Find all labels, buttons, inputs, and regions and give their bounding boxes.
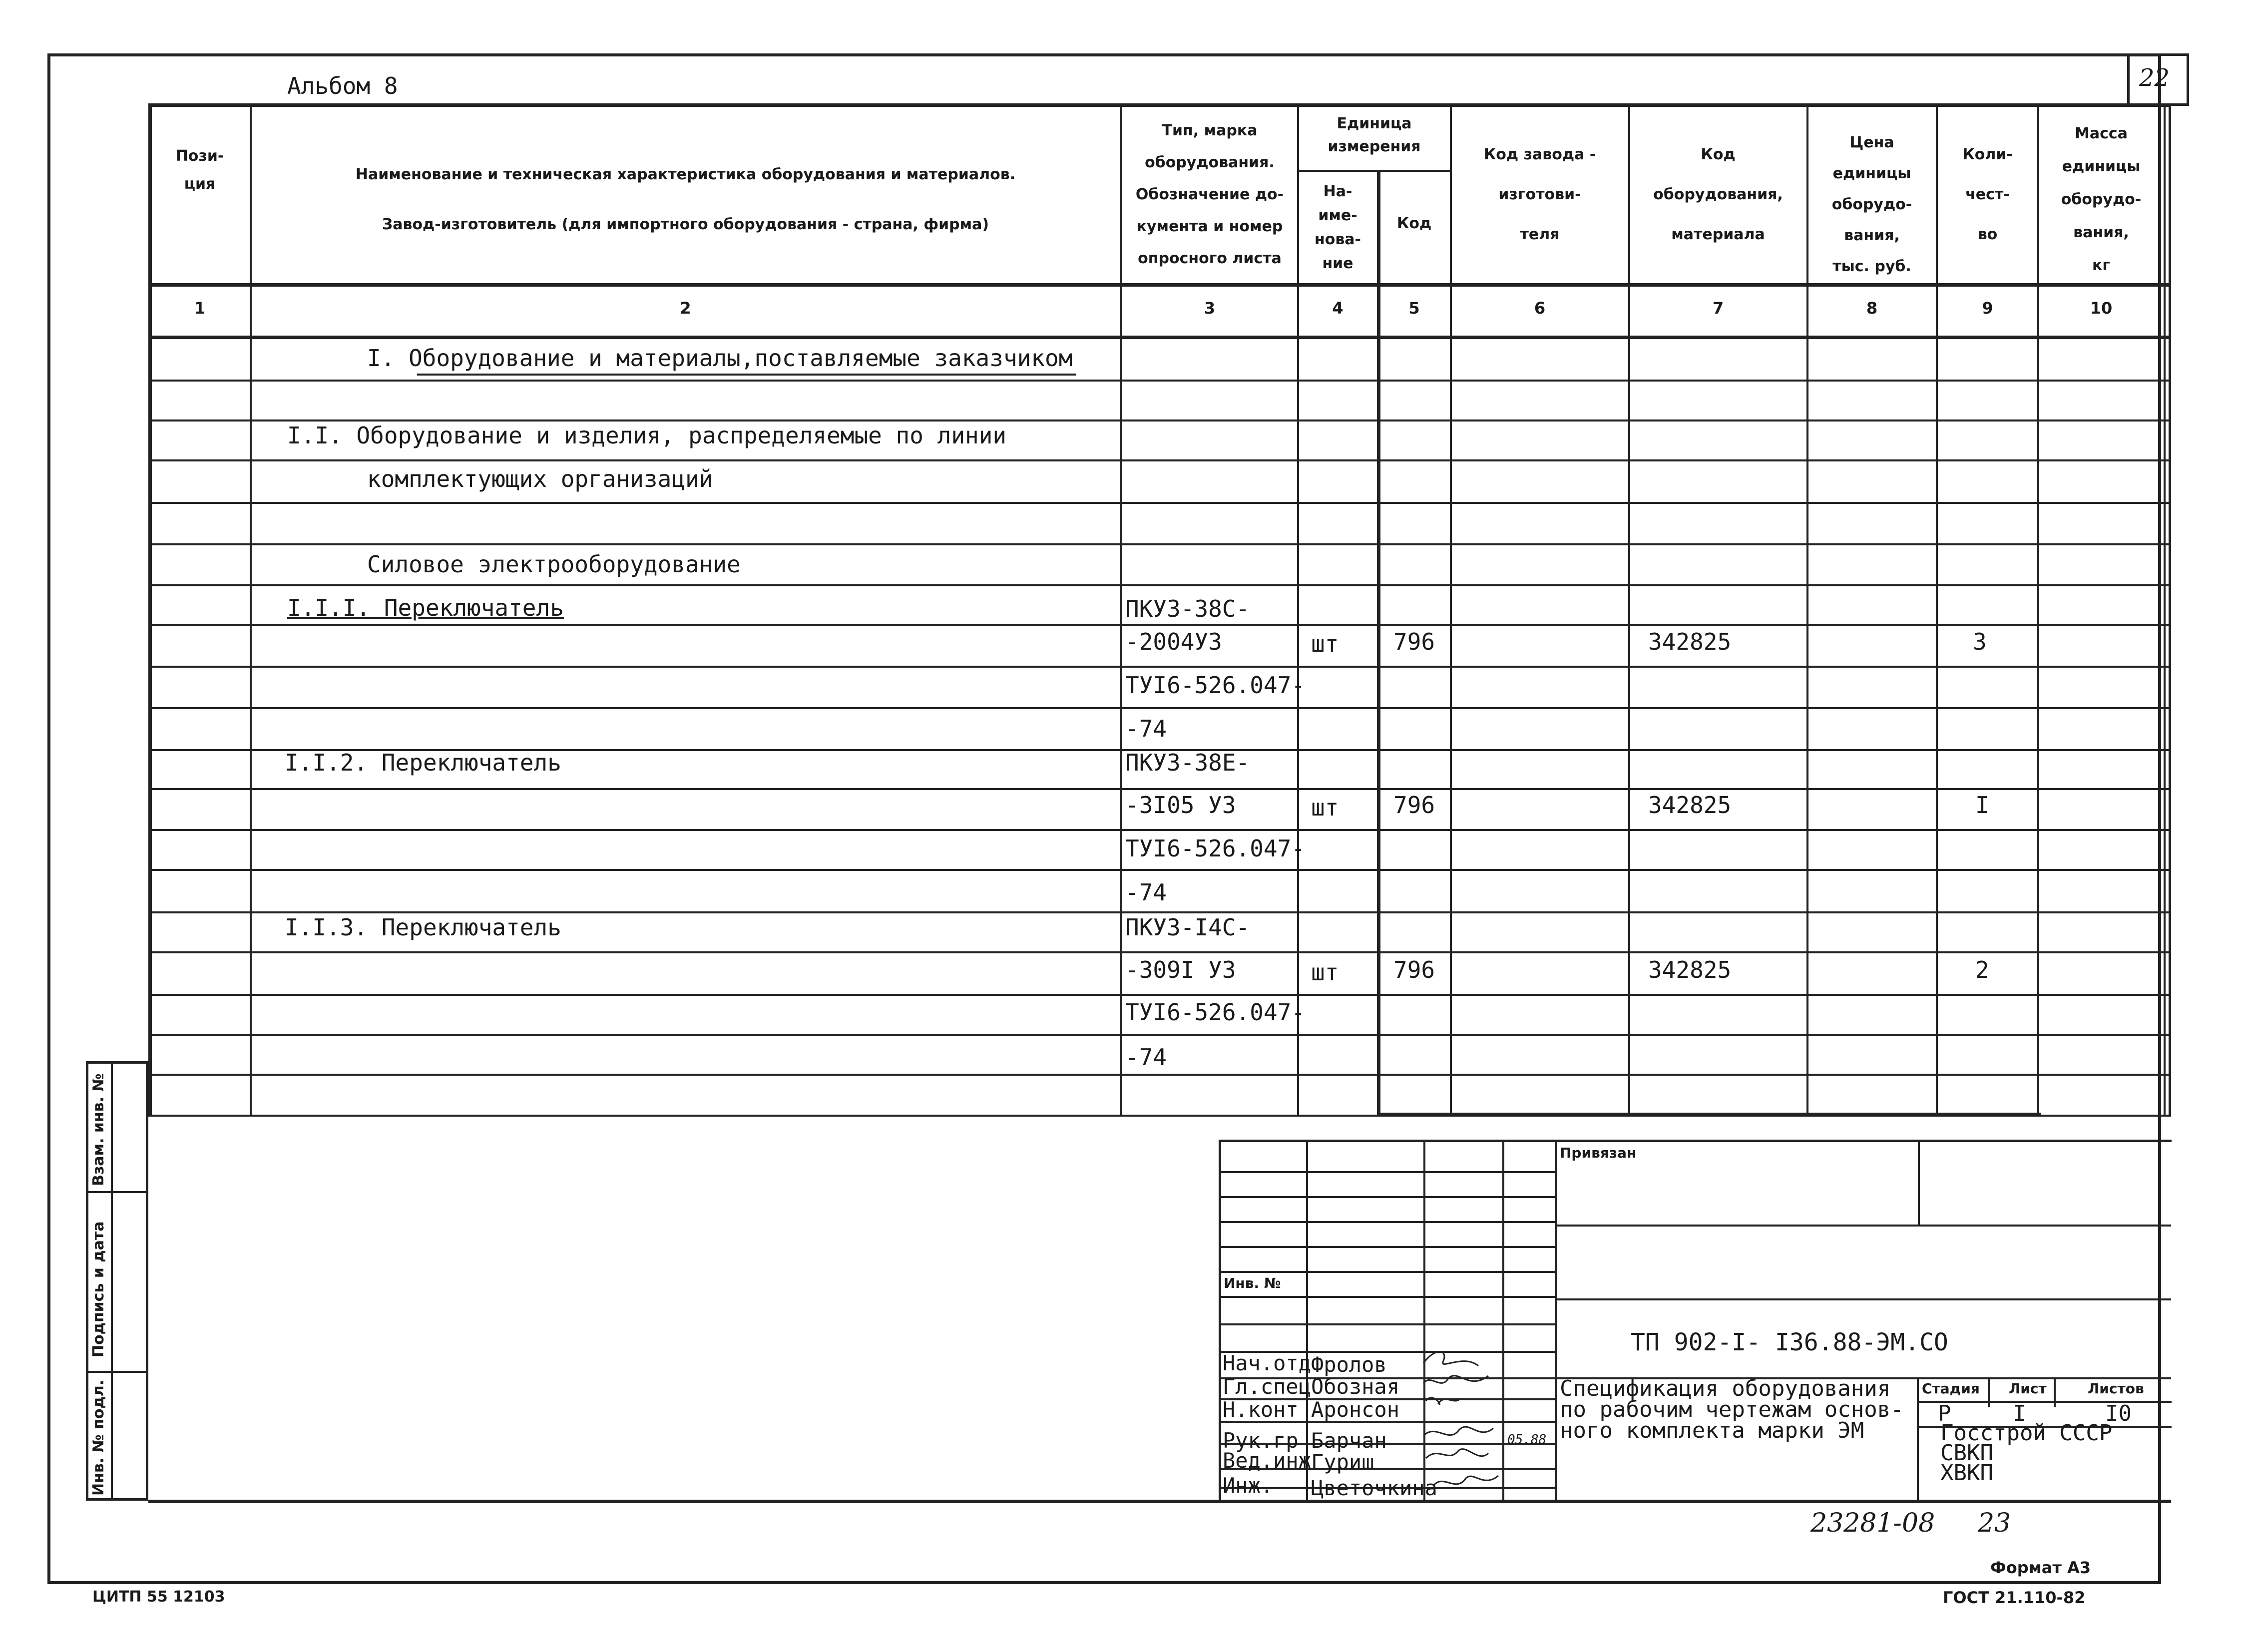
title-stage-value: Р: [1938, 1401, 1951, 1426]
title-sheets-value: I0: [2105, 1401, 2132, 1426]
title-sheet-value: I: [2013, 1401, 2026, 1426]
title-doc-name: Спецификация оборудования по рабочим чертежам основ- ного комплекта марки ЭМ: [1560, 1376, 1904, 1443]
section-title-1-1-cont: комплектующих организаций: [367, 465, 713, 492]
col-num-1: 1: [194, 299, 206, 318]
section-title-1: I. Оборудование и материалы,поставляемые заказчиком: [367, 345, 1073, 372]
col-header-mass: Масса единицы оборудо- вания, кг: [2061, 125, 2142, 274]
signature-3: [1426, 1398, 1461, 1404]
item-3-unit: шт: [1311, 959, 1339, 986]
item-3-spec-cont: -74: [1125, 1044, 1167, 1071]
item-3-type-2: -309I УЗ: [1125, 956, 1236, 983]
item-3-qty: 2: [1975, 956, 1989, 983]
signer-name-5: Гуриш: [1311, 1450, 1374, 1474]
section-title-1-1: I.I. Оборудование и изделия, распределяемые по линии: [287, 422, 1007, 449]
signature-1: [1423, 1352, 1478, 1366]
item-1-spec-cont: -74: [1125, 715, 1167, 742]
col-header-unit-code: Код: [1396, 215, 1432, 232]
side-stamp-podpis-data: Подпись и дата: [90, 1221, 107, 1357]
col-header-quantity: Коли- чест- во: [1962, 146, 2013, 243]
col-header-unit-group: Единица измерения: [1328, 115, 1421, 155]
page-number: 23: [1978, 1508, 2011, 1538]
signer-name-6: Цветочкина: [1311, 1476, 1437, 1500]
signer-role-1: Нач.отд: [1223, 1351, 1312, 1375]
item-1-unit: шт: [1311, 630, 1339, 657]
item-1-unit-code: 796: [1393, 628, 1435, 655]
col-header-unit-name: На- име- нова- ние: [1314, 183, 1361, 272]
signature-5: [1426, 1449, 1488, 1458]
signature-marks: [1418, 1343, 1518, 1503]
item-1-name: I.I.I. Переключатель: [287, 594, 564, 621]
col-header-type: Тип, марка оборудования. Обозначение до- кумента и номер опросного листа: [1135, 122, 1284, 267]
col-header-name: Наименование и техническая характеристика оборудования и материалов. Завод-изготовитель (для импортного оборудования - страна, фирма): [355, 166, 1016, 233]
citp-label: ЦИТП 55 12103: [92, 1588, 225, 1606]
signer-role-6: Инж.: [1223, 1473, 1274, 1498]
col-header-equipment-code: Код оборудования, материала: [1653, 146, 1783, 243]
item-1-type-1: ПКУЗ-38С-: [1125, 595, 1250, 622]
signer-role-3: Н.конт: [1223, 1397, 1299, 1422]
item-2-type-2: -3I05 УЗ: [1125, 792, 1236, 819]
signer-name-2: Обозная: [1311, 1374, 1400, 1399]
title-doc-code: ТП 902-I- I36.88-ЭМ.СО: [1631, 1328, 1948, 1356]
item-2-type-1: ПКУЗ-38Е-: [1125, 749, 1250, 776]
item-3-equip-code: 342825: [1648, 956, 1732, 983]
title-sheets-label: Листов: [2088, 1380, 2144, 1397]
item-2-equip-code: 342825: [1648, 792, 1732, 819]
signature-2: [1423, 1376, 1488, 1383]
item-2-name: I.I.2. Переключатель: [285, 749, 561, 776]
col-num-3: 3: [1204, 299, 1216, 318]
title-inv-no: Инв. №: [1224, 1275, 1281, 1291]
signer-role-4: Рук.гр: [1223, 1428, 1299, 1453]
col-num-7: 7: [1712, 299, 1724, 318]
side-stamp-vzam-inv: Взам. инв. №: [90, 1073, 107, 1186]
signature-6: [1433, 1476, 1498, 1486]
col-header-price: Цена единицы оборудо- вания, тыс. руб.: [1831, 134, 1912, 275]
format-label: Формат А3: [1990, 1558, 2091, 1577]
archive-number: 23281-08: [1810, 1508, 1935, 1538]
col-header-factory-code: Код завода - изготови- теля: [1483, 146, 1596, 243]
item-2-spec-cont: -74: [1125, 879, 1167, 906]
col-header-position: Пози- ция: [175, 147, 224, 193]
item-2-unit: шт: [1311, 794, 1339, 821]
col-num-5: 5: [1408, 299, 1420, 318]
item-2-qty: I: [1975, 792, 1989, 819]
item-1-qty: 3: [1973, 628, 1987, 655]
col-num-9: 9: [1982, 299, 1993, 318]
album-label: Альбом 8: [287, 72, 398, 99]
col-num-6: 6: [1534, 299, 1546, 318]
title-stage-label: Стадия: [1922, 1380, 1980, 1397]
group-title-power: Силовое электрооборудование: [367, 551, 741, 578]
col-num-2: 2: [680, 299, 691, 318]
item-3-name: I.I.3. Переключатель: [285, 914, 561, 941]
col-num-10: 10: [2090, 299, 2113, 318]
signer-name-1: Фролов: [1311, 1352, 1387, 1377]
item-1-equip-code: 342825: [1648, 628, 1732, 655]
title-privyazan: Привязан: [1560, 1145, 1637, 1161]
item-2-spec: ТУI6-526.047-: [1125, 835, 1306, 862]
title-sheet-label: Лист: [2009, 1380, 2047, 1397]
sheet-corner-number: 22: [2139, 64, 2170, 92]
title-organization: Госстрой СССР СВКП ХВКП: [1940, 1420, 2113, 1486]
signer-date-4: 05.88: [1507, 1432, 1547, 1447]
item-3-unit-code: 796: [1393, 956, 1435, 983]
item-3-spec: ТУI6-526.047-: [1125, 999, 1306, 1026]
item-1-type-2: -2004УЗ: [1125, 628, 1222, 655]
signer-name-3: Аронсон: [1311, 1397, 1400, 1422]
col-num-4: 4: [1332, 299, 1344, 318]
item-1-spec: ТУI6-526.047-: [1125, 672, 1306, 699]
signer-role-5: Вед.инж: [1223, 1448, 1312, 1473]
gost-label: ГОСТ 21.110-82: [1943, 1588, 2086, 1607]
signature-4: [1423, 1427, 1493, 1436]
side-stamp-inv-podl: Инв. № подл.: [90, 1379, 107, 1496]
signer-name-4: Барчан: [1311, 1428, 1387, 1453]
signer-role-2: Гл.спец: [1223, 1374, 1312, 1399]
col-num-8: 8: [1866, 299, 1878, 318]
item-2-unit-code: 796: [1393, 792, 1435, 819]
item-3-type-1: ПКУЗ-I4С-: [1125, 914, 1250, 941]
